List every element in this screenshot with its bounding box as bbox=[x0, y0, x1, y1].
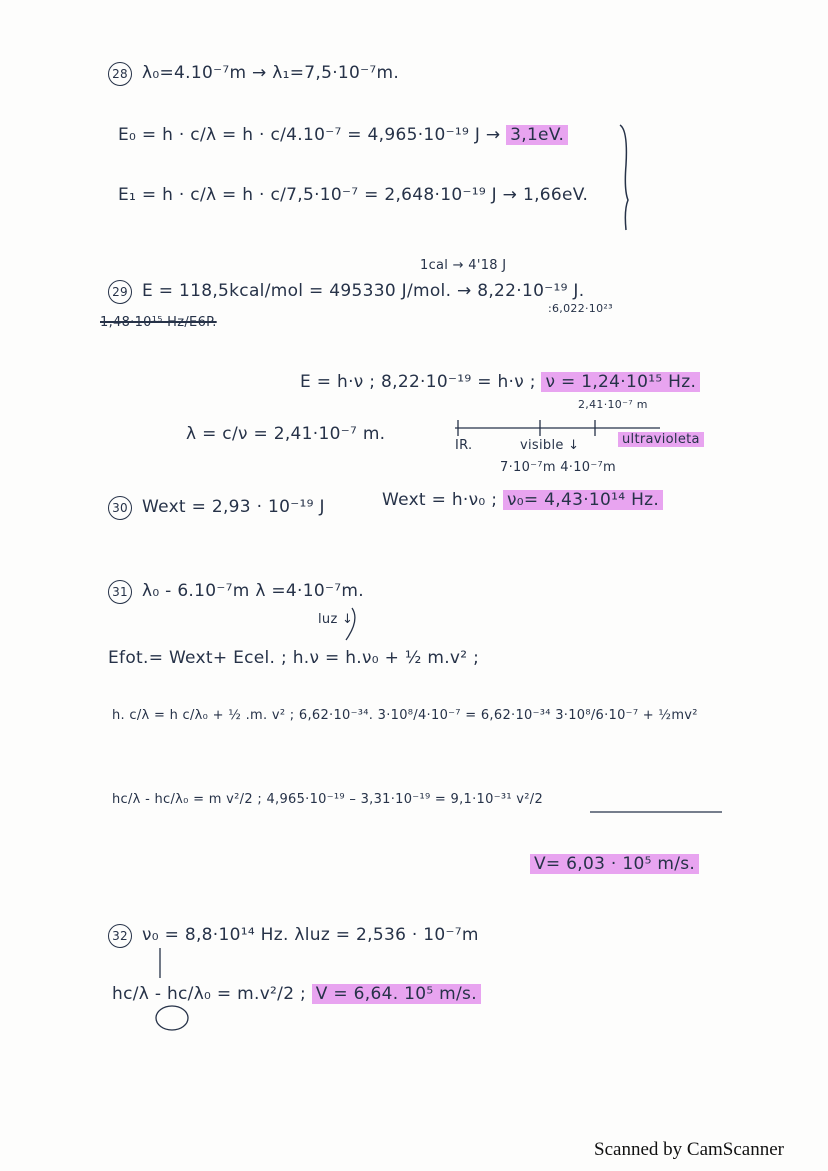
velocity-result-32: V = 6,64. 10⁵ m/s. bbox=[312, 984, 481, 1004]
energy-balance: Efot.= Wext+ Ecel. ; h.ν = h.ν₀ + ½ m.v² ; bbox=[108, 648, 480, 668]
e1-equation: E₁ = h · c/λ = h · c/7,5·10⁻⁷ = 2,648·10⁻¹⁹ J → bbox=[118, 185, 518, 205]
scratch-note: 2,41·10⁻⁷ m bbox=[578, 398, 648, 411]
work-function: Wext = 2,93 · 10⁻¹⁹ J bbox=[142, 497, 325, 517]
energy-per-mole: E = 118,5kcal/mol = 495330 J/mol. → 8,22·10⁻¹⁹ J. bbox=[142, 281, 585, 301]
problem-number: 32 bbox=[108, 924, 132, 948]
problem-28-header bbox=[108, 62, 399, 86]
problem-30-line-2 bbox=[382, 490, 663, 510]
problem-31-solve: hc/λ - hc/λ₀ = m v²/2 ; 4,965·10⁻¹⁹ – 3,31·10⁻¹⁹ = 9,1·10⁻³¹ v²/2 bbox=[112, 792, 544, 807]
velocity-value: V= 6,03 · 10⁵ m/s. bbox=[530, 854, 699, 874]
uv-highlight: ultravioleta bbox=[618, 432, 704, 447]
cal-conversion-note: 1cal → 4'18 J bbox=[420, 258, 507, 273]
problem-number: 29 bbox=[108, 280, 132, 304]
problem-29-line-1 bbox=[108, 280, 584, 304]
problem-31-given: λ₀ - 6.10⁻⁷m λ =4·10⁻⁷m. bbox=[142, 581, 364, 601]
problem-31-line-1 bbox=[108, 580, 364, 604]
frequency-result: ν = 1,24·10¹⁵ Hz. bbox=[541, 372, 700, 392]
scale-ir-label: IR. bbox=[455, 438, 473, 453]
planck-equation: E = h·ν ; 8,22·10⁻¹⁹ = h·ν ; bbox=[300, 372, 536, 392]
problem-32-line-1 bbox=[108, 924, 479, 948]
threshold-equation: Wext = h·ν₀ ; bbox=[382, 490, 498, 510]
threshold-frequency: ν₀= 4,43·10¹⁴ Hz. bbox=[503, 490, 663, 510]
problem-31-substitution: h. c/λ = h c/λ₀ + ½ .m. v² ; 6,62·10⁻³⁴. 3·10⁸/4·10⁻⁷ = 6,62·10⁻³⁴ 3·10⁸/6·10⁻⁷ + ½mv² bbox=[112, 708, 698, 723]
avogadro-divisor: :6,022·10²³ bbox=[548, 302, 613, 315]
problem-number: 28 bbox=[108, 62, 132, 86]
e1-result: 1,66eV. bbox=[522, 185, 589, 205]
problem-28-given: λ₀=4.10⁻⁷m → λ₁=7,5·10⁻⁷m. bbox=[142, 63, 400, 83]
scanner-watermark: Scanned by CamScanner bbox=[594, 1139, 784, 1160]
kinetic-equation: hc/λ - hc/λ₀ = m.v²/2 ; bbox=[112, 984, 307, 1004]
wavelength-line: λ = c/ν = 2,41·10⁻⁷ m. bbox=[186, 424, 386, 444]
problem-30-line-1 bbox=[108, 496, 325, 520]
struck-out-work: 1,48·10¹⁵ Hz/E6P. bbox=[100, 315, 217, 330]
scale-values: 7·10⁻⁷m 4·10⁻⁷m bbox=[500, 460, 616, 475]
problem-28-line-e1 bbox=[118, 185, 588, 205]
problem-number: 30 bbox=[108, 496, 132, 520]
problem-32-line-2 bbox=[112, 984, 481, 1004]
problem-29-line-2 bbox=[300, 372, 700, 392]
e0-equation: E₀ = h · c/λ = h · c/4.10⁻⁷ = 4,965·10⁻¹⁹ J → bbox=[118, 125, 501, 145]
problem-28-line-e0 bbox=[118, 125, 568, 145]
scale-uv-label bbox=[618, 432, 704, 447]
scale-visible-label: visible ↓ bbox=[520, 438, 580, 453]
light-label: luz ↓ bbox=[318, 612, 354, 627]
e0-result: 3,1eV. bbox=[506, 125, 568, 145]
problem-32-given: ν₀ = 8,8·10¹⁴ Hz. λluz = 2,536 · 10⁻⁷m bbox=[142, 925, 479, 945]
problem-number: 31 bbox=[108, 580, 132, 604]
velocity-result-31 bbox=[530, 854, 699, 874]
